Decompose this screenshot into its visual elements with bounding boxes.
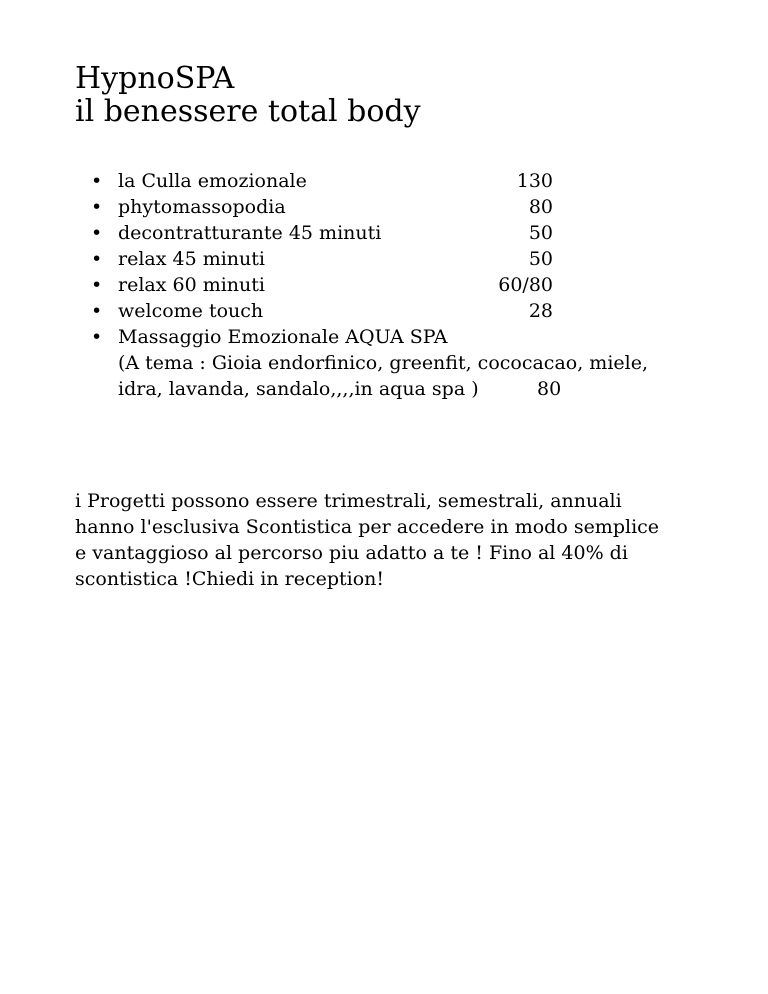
list-item (0, 298, 768, 324)
bullet-icon: • (91, 326, 103, 348)
treatment-name: la Culla emozionale (118, 170, 307, 192)
page-title (75, 62, 421, 128)
treatment-name: Massaggio Emozionale AQUA SPA (118, 326, 448, 348)
treatment-price: 60/80 (498, 274, 553, 296)
note-line-3: e vantaggioso al percorso piu adatto a te ! Fino al 40% di (75, 542, 628, 564)
treatment-price: 80 (537, 378, 562, 400)
bullet-icon: • (91, 300, 103, 322)
treatment-price-list (0, 168, 768, 402)
title-line-2: il benessere total body (75, 94, 421, 129)
treatment-name: decontratturante 45 minuti (118, 222, 382, 244)
bullet-icon: • (91, 196, 103, 218)
note-line-1: i Progetti possono essere trimestrali, semestrali, annuali (75, 490, 622, 512)
treatment-price: 50 (528, 222, 553, 244)
note-line-2: hanno l'esclusiva Scontistica per accedere in modo semplice (75, 516, 660, 538)
list-item (0, 246, 768, 272)
treatment-name: relax 45 minuti (118, 248, 265, 270)
bullet-icon: • (91, 274, 103, 296)
bullet-icon: • (91, 248, 103, 270)
list-item (0, 220, 768, 246)
treatment-name: phytomassopodia (118, 196, 286, 218)
note-line-4: scontistica !Chiedi in reception! (75, 568, 385, 590)
list-item (0, 194, 768, 220)
list-item (0, 272, 768, 298)
treatment-price: 130 (516, 170, 553, 192)
discount-note (75, 488, 735, 592)
list-item (0, 168, 768, 194)
bullet-icon: • (91, 170, 103, 192)
list-item-aqua-spa (0, 324, 768, 402)
treatment-name: welcome touch (118, 300, 264, 322)
treatment-price: 50 (528, 248, 553, 270)
bullet-icon: • (91, 222, 103, 244)
treatment-price: 28 (528, 300, 553, 322)
treatment-detail-line-1: (A tema : Gioia endorfinico, greenfit, cococacao, miele, (118, 352, 648, 374)
treatment-price: 80 (528, 196, 553, 218)
treatment-name: relax 60 minuti (118, 274, 265, 296)
title-line-1: HypnoSPA (75, 61, 235, 96)
treatment-detail-line-2: idra, lavanda, sandalo,,,,in aqua spa ) (118, 378, 479, 400)
